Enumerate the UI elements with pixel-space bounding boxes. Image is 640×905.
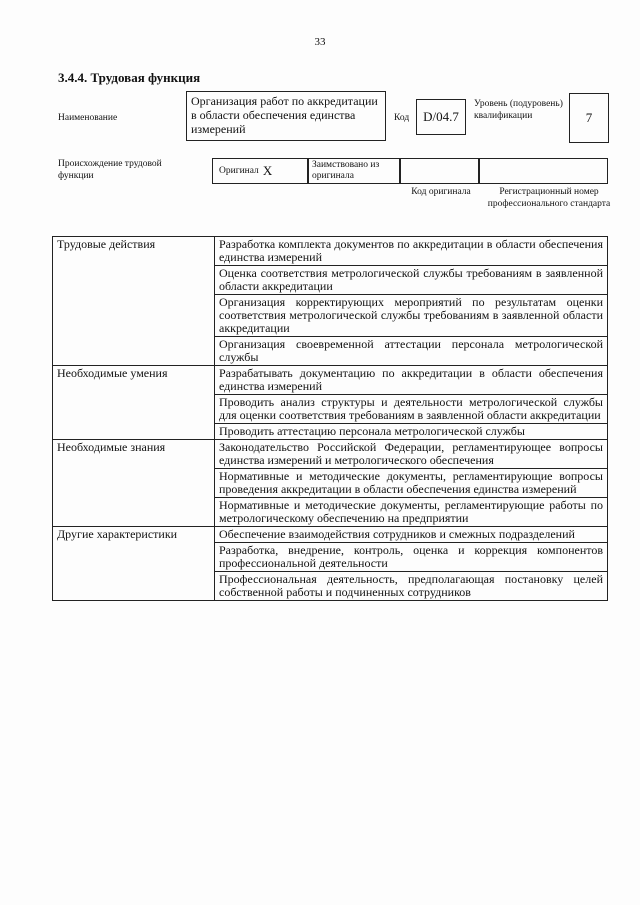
category-cell: Другие характеристики [53,527,215,601]
function-table [52,236,608,601]
category-cell: Трудовые действия [53,237,215,366]
item-cell: Оценка соответствия метрологической службы требованиям в заявленной области аккредитации [215,266,608,295]
item-cell: Организация своевременной аттестации персонала метрологической службы [215,337,608,366]
original-cell [212,158,308,184]
original-code-cell [400,158,479,184]
category-cell: Необходимые умения [53,366,215,440]
original-mark: X [262,163,273,178]
item-cell: Разрабатывать документацию по аккредитации в области обеспечения единства измерений [215,366,608,395]
item-cell: Профессиональная деятельность, предполагающая постановку целей собственной работы и подчиненных сотрудников [215,572,608,601]
table-row [53,237,608,266]
level-box: 7 [569,93,609,143]
function-name-box: Организация работ по аккредитации в области обеспечения единства измерений [186,91,386,141]
table-row [53,440,608,469]
function-code-box: D/04.7 [416,99,466,135]
category-cell: Необходимые знания [53,440,215,527]
item-cell: Нормативные и методические документы, регламентирующие вопросы проведения аккредитации в области обеспечения единства измерений [215,469,608,498]
level-label: Уровень (подуровень) квалификации [474,99,563,121]
item-cell: Нормативные и методические документы, регламентирующие работы по метрологическому обеспечению на предприятии [215,498,608,527]
origin-row [212,158,608,184]
page-number: 33 [314,36,326,48]
reg-number-label: Регистрационный номер профессионального стандарта [487,187,611,209]
item-cell: Разработка, внедрение, контроль, оценка и коррекция компонентов профессиональной деятельности [215,543,608,572]
item-cell: Организация корректирующих мероприятий по результатам оценки соответствия метрологической службы требованиям в заявленной области аккредитации [215,295,608,337]
item-cell: Обеспечение взаимодействия сотрудников и смежных подразделений [215,527,608,543]
item-cell: Разработка комплекта документов по аккредитации в области обеспечения единства измерений [215,237,608,266]
original-label: Оригинал [219,166,259,176]
code-original-label: Код оригинала [411,187,471,197]
section-title: 3.4.4. Трудовая функция [58,70,201,85]
table-row [53,366,608,395]
reg-number-cell [479,158,608,184]
name-label: Наименование [58,113,118,123]
borrowed-cell: Заимствовано из оригинала [308,158,400,184]
item-cell: Проводить аттестацию персонала метрологической службы [215,424,608,440]
item-cell: Законодательство Российской Федерации, регламентирующее вопросы единства измерений и метрологического обеспечения [215,440,608,469]
item-cell: Проводить анализ структуры и деятельности метрологической службы для оценки соответствия требованиям в заявленной области аккредитации [215,395,608,424]
code-label: Код [394,113,410,123]
table-row [53,527,608,543]
origin-label: Происхождение трудовой функции [58,159,162,181]
